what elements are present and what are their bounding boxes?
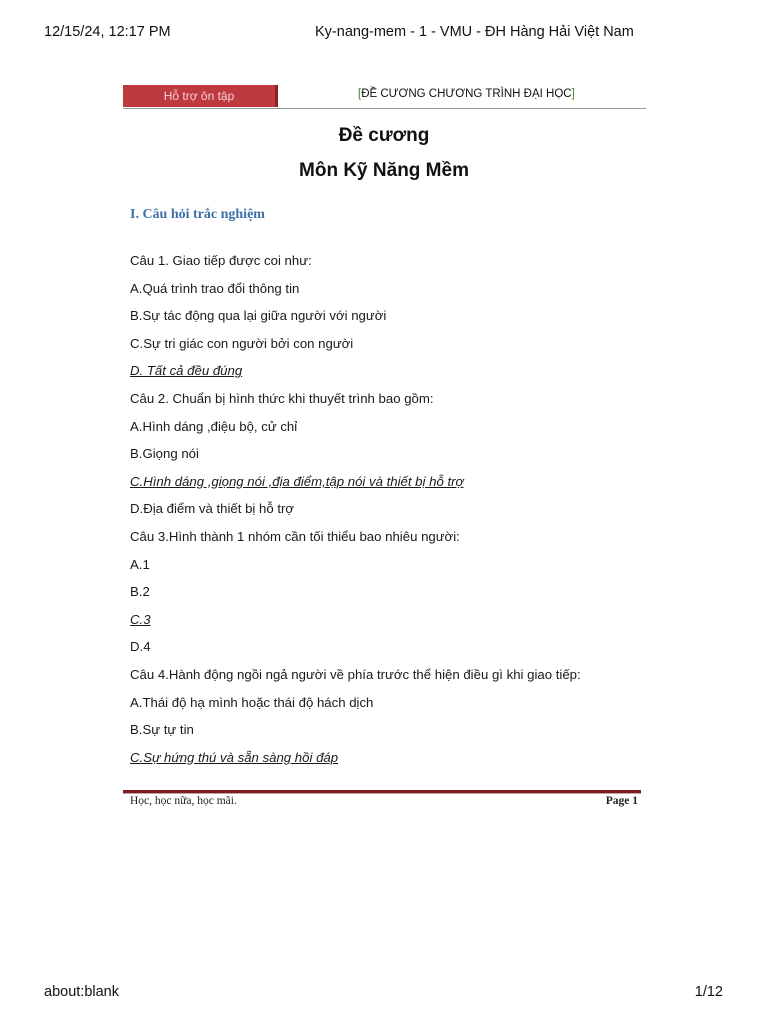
footer-divider: [123, 790, 641, 794]
review-support-tab: Hỗ trợ ôn tập: [123, 85, 278, 107]
question-line: Câu 1. Giao tiếp được coi như:: [130, 253, 312, 268]
correct-answer-line: C.3: [130, 611, 151, 627]
bracket-open: [: [358, 88, 362, 100]
option-line: A.Hình dáng ,điệu bộ, cử chỉ: [130, 418, 298, 434]
question-line: Câu 2. Chuẩn bị hình thức khi thuyết trình bao gồm:: [130, 391, 434, 406]
option-line: C.Sự tri giác con người bởi con người: [130, 335, 354, 351]
option-line: D.4: [130, 639, 151, 655]
section-heading: I. Câu hỏi trắc nghiệm: [130, 207, 265, 222]
option-line: B.Giọng nói: [130, 446, 199, 462]
footer-page-number: Page 1: [605, 795, 638, 807]
document-subtitle: Môn Kỹ Năng Mềm: [299, 160, 469, 181]
header-divider: [123, 108, 646, 109]
correct-answer-line: C.Sự hứng thú và sẵn sàng hồi đáp: [130, 749, 339, 765]
curriculum-header-title: [358, 88, 575, 100]
correct-answer-line: C.Hình dáng ,giọng nói ,địa điểm,tập nói và thiết bị hỗ trợ: [130, 473, 464, 489]
option-line: A.1: [130, 556, 150, 572]
print-header: [0, 24, 768, 44]
print-page-count: 1/12: [694, 984, 723, 1000]
question-line: Câu 3.Hình thành 1 nhóm cần tối thiểu bao nhiêu người:: [130, 529, 460, 544]
option-line: B.Sự tác động qua lại giữa người với người: [130, 308, 387, 324]
option-line: D.Địa điểm và thiết bị hỗ trợ: [130, 501, 295, 517]
option-line: A.Thái độ hạ mình hoặc thái độ hách dịch: [130, 694, 374, 710]
print-document-title: Ky-nang-mem - 1 - VMU - ĐH Hàng Hải Việt Nam: [315, 24, 634, 40]
print-datetime: 12/15/24, 12:17 PM: [44, 24, 171, 40]
option-line: B.2: [130, 584, 150, 600]
bracket-close: ]: [571, 88, 575, 100]
document-header: [123, 85, 646, 109]
document-title: Đề cương: [338, 125, 430, 146]
correct-answer-line: D. Tất cả đều đúng: [130, 363, 243, 379]
footer-motto: Học, học nữa, học mãi.: [130, 795, 237, 807]
option-line: B.Sự tự tin: [130, 722, 194, 738]
print-url: about:blank: [44, 984, 119, 1000]
curriculum-header-text: ĐỀ CƯƠNG CHƯƠNG TRÌNH ĐẠI HỌC: [361, 88, 572, 100]
option-line: A.Quá trình trao đổi thông tin: [130, 280, 300, 296]
question-line: Câu 4.Hành động ngồi ngả người về phía trước thể hiện điều gì khi giao tiếp:: [130, 667, 581, 682]
